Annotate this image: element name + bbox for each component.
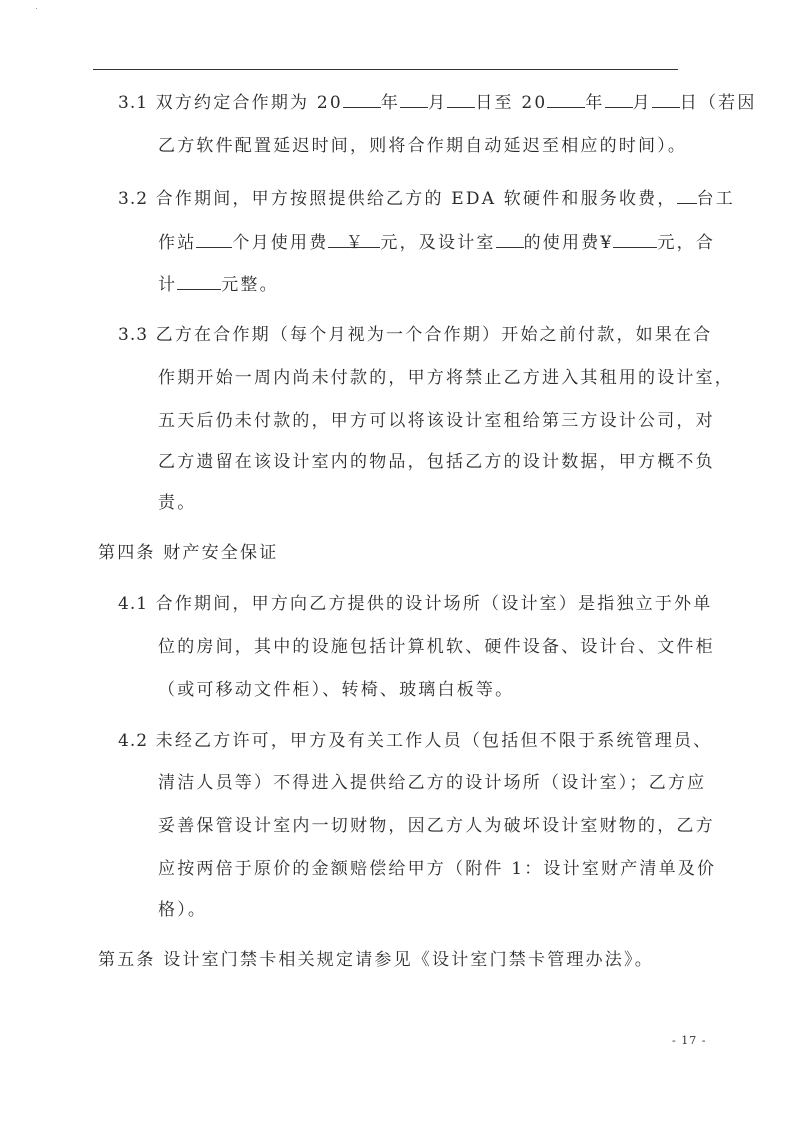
clause-4-1-line-1 (118, 594, 712, 614)
monthly-fee-blank[interactable] (328, 233, 380, 253)
clause-3-3-line-3: 五天后仍未付款的，甲方可以将该设计室租给第三方设计公司，对 (158, 411, 715, 431)
room-fee-blank[interactable] (613, 233, 657, 248)
clause-text: 元整。 (221, 275, 279, 295)
clause-number: 4.2 (118, 731, 149, 751)
clause-3-1-line-1 (118, 93, 757, 113)
clause-text: 月 (632, 93, 652, 113)
clause-4-2-line-5: 格）。 (158, 900, 208, 920)
clause-3-3-line-2: 作期开始一周内尚未付款的，甲方将禁止乙方进入其租用的设计室， (158, 368, 734, 388)
day-blank[interactable] (447, 93, 475, 108)
clause-number: 3.3 (118, 325, 149, 345)
clause-text: 元，合 (657, 233, 716, 253)
clause-text: 作站 (158, 233, 197, 253)
clause-number: 3.1 (118, 93, 149, 113)
clause-number: 4.1 (118, 594, 149, 614)
clause-4-2-line-3: 妥善保管设计室内一切财物，因乙方人为破坏设计室财物的，乙方 (158, 816, 715, 836)
clause-text: 台工 (696, 189, 735, 209)
clause-text: 计 (158, 275, 178, 295)
article-4-heading: 第四条 财产安全保证 (98, 543, 279, 563)
page-number: - 17 - (672, 1034, 707, 1047)
header-rule (93, 69, 678, 70)
clause-text: 元，及设计室 (380, 233, 496, 253)
year-blank[interactable] (547, 93, 585, 108)
clause-text: 未经乙方许可，甲方及有关工作人员（包括但不限于系统管理员、 (155, 731, 713, 751)
clause-3-3-line-1 (118, 325, 712, 345)
article-5-paragraph: 第五条 设计室门禁卡相关规定请参见《设计室门禁卡管理办法》。 (98, 950, 654, 970)
clause-text: 日（若因 (679, 93, 757, 113)
clause-text: 日至 20 (475, 93, 548, 113)
clause-text: 的使用费¥ (523, 233, 614, 253)
clause-4-1-line-2: 位的房间，其中的设施包括计算机软、硬件设备、设计台、文件柜 (158, 637, 715, 657)
month-blank[interactable] (400, 93, 428, 108)
yen-sign: ￥ (345, 233, 363, 253)
months-blank[interactable] (196, 233, 232, 248)
total-blank[interactable] (177, 275, 221, 290)
clause-3-1-line-2: 乙方软件配置延迟时间，则将合作期自动延迟至相应的时间）。 (158, 136, 688, 156)
clause-3-3-line-5: 责。 (158, 493, 197, 513)
clause-3-2-line-2 (158, 233, 715, 253)
room-blank[interactable] (496, 233, 524, 248)
clause-text: 个月使用费 (232, 233, 329, 253)
clause-4-2-line-4: 应按两倍于原价的金额赔偿给甲方（附件 1：设计室财产清单及价 (158, 859, 717, 879)
year-blank[interactable] (343, 93, 381, 108)
clause-text: 合作期间，甲方向乙方提供的设计场所（设计室）是指独立于外单 (155, 594, 713, 614)
clause-text: 月 (428, 93, 448, 113)
clause-3-3-line-4: 乙方遗留在该设计室内的物品，包括乙方的设计数据，甲方概不负 (158, 452, 715, 472)
clause-text: 乙方在合作期（每个月视为一个合作期）开始之前付款，如果在合 (155, 325, 713, 345)
clause-number: 3.2 (118, 189, 149, 209)
clause-4-2-line-1 (118, 731, 712, 751)
clause-text: 双方约定合作期为 20 (155, 93, 343, 113)
month-blank[interactable] (605, 93, 633, 108)
clause-text: 年 (380, 93, 401, 113)
clause-3-2-line-1 (118, 189, 735, 209)
clause-3-2-line-3 (158, 275, 279, 295)
day-blank[interactable] (652, 93, 680, 108)
workstation-count-blank[interactable] (677, 189, 697, 204)
clause-4-1-line-3: （或可移动文件柜）、转椅、玻璃白板等。 (158, 680, 515, 700)
clause-text: 合作期间，甲方按照提供给乙方的 EDA 软硬件和服务收费， (155, 189, 677, 209)
clause-4-2-line-2: 清洁人员等）不得进入提供给乙方的设计场所（设计室）；乙方应 (158, 773, 707, 793)
scan-speck (36, 8, 37, 9)
clause-text: 年 (585, 93, 605, 113)
